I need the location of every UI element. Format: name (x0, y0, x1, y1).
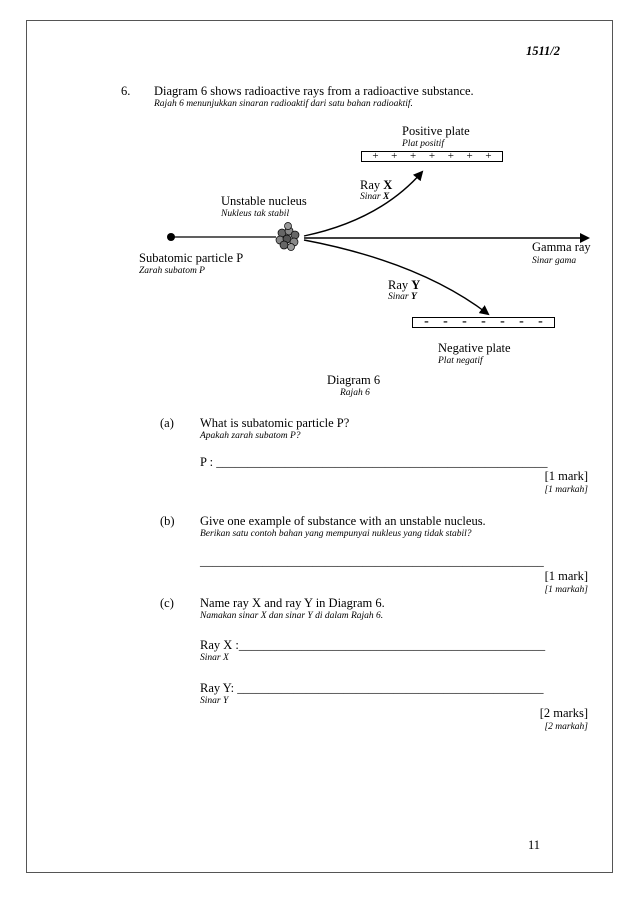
unstable-nucleus-icon (276, 223, 299, 251)
negative-signs (413, 314, 554, 329)
positive-plate-label: Positive plate (402, 124, 470, 138)
part-c-ray-y-line[interactable]: Ray Y: _________________________________________________ (200, 681, 544, 695)
diagram-caption: Diagram 6 (327, 373, 381, 387)
part-a-mark: [1 mark] (544, 469, 588, 483)
negative-plate-label: Negative plate (438, 341, 511, 355)
part-c-mark: [2 marks] (539, 706, 588, 720)
part-c-question-malay: Namakan sinar X dan sinar Y di dalam Rajah 6. (200, 611, 384, 621)
minus-sign: - (462, 314, 467, 329)
question-stem-malay: Rajah 6 menunjukkan sinaran radioaktif dari satu bahan radioaktif. (154, 99, 413, 109)
question-stem: Diagram 6 shows radioactive rays from a radioactive substance. (154, 84, 474, 98)
subatomic-particle-dot (167, 233, 175, 241)
plus-sign: + (447, 150, 454, 162)
negative-plate (412, 314, 555, 329)
ray-y-label-malay: Sinar Y (388, 292, 417, 302)
minus-sign: - (500, 314, 505, 329)
question-number: 6. (121, 84, 131, 98)
part-a-answer-line[interactable]: P : _____________________________________________________ (200, 455, 548, 469)
minus-sign: - (519, 314, 524, 329)
part-b-mark: [1 mark] (544, 569, 588, 583)
plus-sign: + (485, 150, 492, 162)
minus-sign: - (424, 314, 429, 329)
part-a-question: What is subatomic particle P? (200, 416, 350, 430)
negative-plate-label-malay: Plat negatif (438, 356, 483, 366)
part-b-question-malay: Berikan satu contoh bahan yang mempunyai nukleus yang tidak stabil? (200, 529, 472, 539)
part-a-mark-malay: [1 markah] (544, 485, 588, 495)
part-b-answer-line[interactable]: _______________________________________________________ (200, 554, 544, 568)
part-b-mark-malay: [1 markah] (544, 585, 588, 595)
part-a-question-malay: Apakah zarah subatom P? (200, 431, 301, 441)
plus-sign: + (372, 150, 379, 162)
subatomic-particle-label-malay: Zarah subatom P (139, 266, 205, 276)
positive-plate-label-malay: Plat positif (402, 139, 444, 149)
plus-sign: + (466, 150, 473, 162)
part-c-question: Name ray X and ray Y in Diagram 6. (200, 596, 385, 610)
ray-x-label-malay: Sinar X (360, 192, 390, 202)
positive-signs (362, 152, 502, 161)
diagram-caption-malay: Rajah 6 (340, 388, 370, 398)
minus-sign: - (481, 314, 486, 329)
part-a-label: (a) (160, 416, 174, 430)
part-c-ray-x-line[interactable]: Ray X :_________________________________________________ (200, 638, 546, 652)
plus-sign: + (391, 150, 398, 162)
ray-x-label: Ray X (360, 178, 393, 192)
part-c-ray-y-malay: Sinar Y (200, 696, 229, 706)
part-b-label: (b) (160, 514, 175, 528)
subatomic-particle-label: Subatomic particle P (139, 251, 244, 265)
ray-y-arrow (304, 240, 488, 314)
part-c-ray-x-malay: Sinar X (200, 653, 229, 663)
plus-sign: + (410, 150, 417, 162)
unstable-nucleus-label: Unstable nucleus (221, 194, 307, 208)
gamma-ray-label-malay: Sinar gama (532, 256, 577, 266)
gamma-ray-label: Gamma ray (532, 240, 591, 254)
minus-sign: - (538, 314, 543, 329)
part-c-label: (c) (160, 596, 174, 610)
page-number: 11 (528, 838, 541, 852)
ray-y-label: Ray Y (388, 278, 421, 292)
plus-sign: + (428, 150, 436, 162)
positive-plate (361, 151, 503, 162)
part-c-mark-malay: [2 markah] (544, 722, 588, 732)
unstable-nucleus-label-malay: Nukleus tak stabil (221, 209, 290, 219)
minus-sign: - (443, 314, 448, 329)
part-b-question: Give one example of substance with an unstable nucleus. (200, 514, 486, 528)
paper-code: 1511/2 (526, 44, 561, 58)
